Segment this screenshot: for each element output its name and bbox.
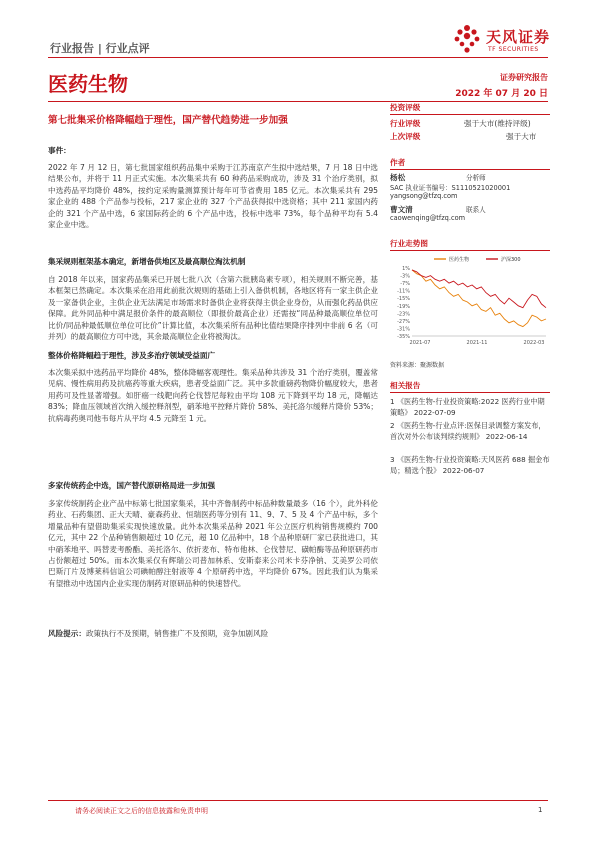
brand-name: 天风证券 xyxy=(486,28,551,46)
section-body: 多家传统制药企业产品中标第七批国家集采，其中齐鲁制药中标品种数量最多（16 个），此外科伦药业、石药集团、正大天晴、豪森药业、恒瑞医药等分别有 11、9、7、5 及 4 个产品中标，多个增量品种有望借助集采实现快速放量。此外本次集采品种 2021 年公立医疗机构销售规模约 700 亿元，其中 22 个品种销售额超过 10 亿元，超 10 亿品种中，18 个品种原研厂家已获批进口，其中硝苯地平、吗替麦考酚酯、美托洛尔、依折麦布、特布他林、仑伐替尼、磺帕酶等品种原研药市占份额超过 50%。而本次集采仅有辉瑞公司普加林系、安斯泰来公司米卡芬净钠、艾美罗公司依巴斯汀片及博莱科信谊公司碘帕醇注射液等 4 个原研药中选，平均降价 67%。因此我们认为集采有望推动中选国内企业实现仿制药对原研品种的快速替代。 xyxy=(48,499,378,588)
trend-title: 行业走势图 xyxy=(390,239,428,248)
sector-title: 医药生物 xyxy=(48,72,128,96)
footer-disclaimer: 请务必阅读正文之后的信息披露和免责申明 xyxy=(75,807,208,815)
author-title: 作者 xyxy=(390,158,406,167)
divider xyxy=(48,800,548,801)
industry-rating-label: 行业评级 xyxy=(390,119,421,128)
series-line-1 xyxy=(412,270,546,327)
section-body: 2022 年 7 月 12 日，第七批国家组织药品集中采购于江苏南京产生拟中选结果，7 月 18 日中选结果公布，并将于 11 月正式实施。本次集采共有 60 种药品采购成功，涉及 31 个治疗类别，拟中选药品平均降价 48%，按约定采购量测算预计每年可节省费用 185 亿元。本次集采共有 295 家企业的 488 个产品参与投标，217 家企业的 327 个产品获得拟中选资格；其中 211 家国内药企的 321 个产品中选，6 家国际药企的 6 个产品中选，投标中选率 73%，每个品种平均有 5.4 家企业中选。 xyxy=(48,163,378,230)
x-tick-label: 2021-07 xyxy=(409,340,431,346)
related-title: 相关报告 xyxy=(390,381,421,390)
divider xyxy=(390,392,550,393)
y-tick-label: 1% xyxy=(402,266,410,272)
x-tick-label: 2021-11 xyxy=(466,340,488,346)
rating-title: 投资评级 xyxy=(390,103,421,112)
legend-label: 医药生物 xyxy=(449,257,470,263)
author-cert: SAC 执业证书编号：S1110521020001 xyxy=(390,184,511,192)
industry-trend-chart xyxy=(390,254,552,350)
x-tick-label: 2022-03 xyxy=(523,340,545,346)
report-title: 第七批集采价格降幅趋于理性，国产替代趋势进一步加强 xyxy=(48,115,288,126)
section-heading: 整体价格降幅趋于理性，涉及多治疗领域受益面广 xyxy=(48,351,216,360)
section-body: 本次集采拟中选药品平均降价 48%，整体降幅客观理性。集采品种共涉及 31 个治疗类别，覆盖常见病、慢性病用药及抗癌药等重大疾病，患者受益面广泛。其中多款重磅药物降价幅度较大，患者用药可及性显著增强。如肝癌一线靶向药仑伐替尼每粒由平均 108 元下降到平均 18 元，降幅达 83%；降血压领域首次纳入缓控释剂型，硝苯地平控释片降价 58%、美托洛尔缓释片降价 53%；抗病毒药奥司他韦每片从平均 4.5 元降至 1 元。 xyxy=(48,368,378,423)
y-tick-label: -27% xyxy=(397,318,410,325)
brand-logo-icon xyxy=(452,22,482,56)
related-report-link[interactable]: 3 《医药生物-行业投资策略:天风医药 688 掘金布局；精选个股》 2022-06-07 xyxy=(390,455,550,475)
report-date: 2022 年 07 月 20 日 xyxy=(455,89,548,99)
related-report-link[interactable]: 2 《医药生物-行业点评:医保目录调整方案发布，首次对外公布谈判续约规则》 2022-06-14 xyxy=(390,421,546,441)
industry-rating-value: 强于大市(维持评级) xyxy=(464,119,531,128)
report-label: 证券研究报告 xyxy=(500,73,548,82)
risk-note xyxy=(48,628,378,639)
divider xyxy=(390,250,550,251)
author-role: 联系人 xyxy=(466,206,486,214)
section-heading: 多家传统药企中选，国产替代原研格局进一步加强 xyxy=(48,481,216,490)
y-tick-label: -11% xyxy=(397,288,410,295)
report-type: 行业报告 | 行业点评 xyxy=(50,42,150,55)
y-tick-label: -35% xyxy=(397,334,410,340)
divider xyxy=(390,114,550,115)
author-email[interactable]: caowenqing@tfzq.com xyxy=(390,214,466,222)
section-heading: 集采规则框架基本确定，新增备供地区及最高顺位淘汰机制 xyxy=(48,257,246,266)
author-role: 分析师 xyxy=(466,174,486,182)
legend-label: 沪深300 xyxy=(501,257,521,263)
risk-text: 政策执行不及预期，销售推广不及预期，竞争加剧风险 xyxy=(85,629,269,638)
chart-source: 资料来源：聚源数据 xyxy=(390,362,445,369)
y-tick-label: -15% xyxy=(397,296,410,303)
divider xyxy=(48,57,548,58)
author-name: 曹文清 xyxy=(390,205,413,214)
author-email[interactable]: yangsong@tfzq.com xyxy=(390,192,458,200)
y-tick-label: -23% xyxy=(397,311,410,318)
page-number: 1 xyxy=(538,806,543,814)
divider xyxy=(390,169,550,170)
divider xyxy=(48,101,548,102)
author-name: 杨松 xyxy=(390,173,406,182)
section-body: 自 2018 年以来，国家药品集采已开展七批八次（含第六批胰岛素专项），相关规则不断完善，基本框架已然确定。本次集采在沿用此前批次规则的基础上引入备供机制，各地区将有一家主供企业及一家备供企业，主供企业无法满足市场需求时备供企业将获得主供企业身份，从而强化药品供应保障。此外同品种中满足报价条件的最高顺位（即报价最高企业）还需按“同品种最高顺位单位可比价/同品种最低顺位单位可比价”计算比值，本次集采所有品种比值结果降序排列中非前 6 名（可并列）的最高顺位方可中选，其余最高顺位企业将被淘汰。 xyxy=(48,275,378,342)
y-tick-label: -7% xyxy=(400,281,410,288)
series-line-2 xyxy=(412,270,546,308)
prev-rating-label: 上次评级 xyxy=(390,132,421,141)
y-tick-label: -3% xyxy=(400,273,410,280)
risk-label: 风险提示： xyxy=(48,629,86,638)
prev-rating-value: 强于大市 xyxy=(506,132,537,141)
related-report-link[interactable]: 1 《医药生物-行业投资策略:2022 医药行业中期策略》 2022-07-09 xyxy=(390,397,545,417)
section-heading: 事件： xyxy=(48,146,71,155)
y-tick-label: -19% xyxy=(397,303,410,310)
y-tick-label: -31% xyxy=(397,326,410,333)
brand-name-en: TF SECURITIES xyxy=(488,46,539,53)
